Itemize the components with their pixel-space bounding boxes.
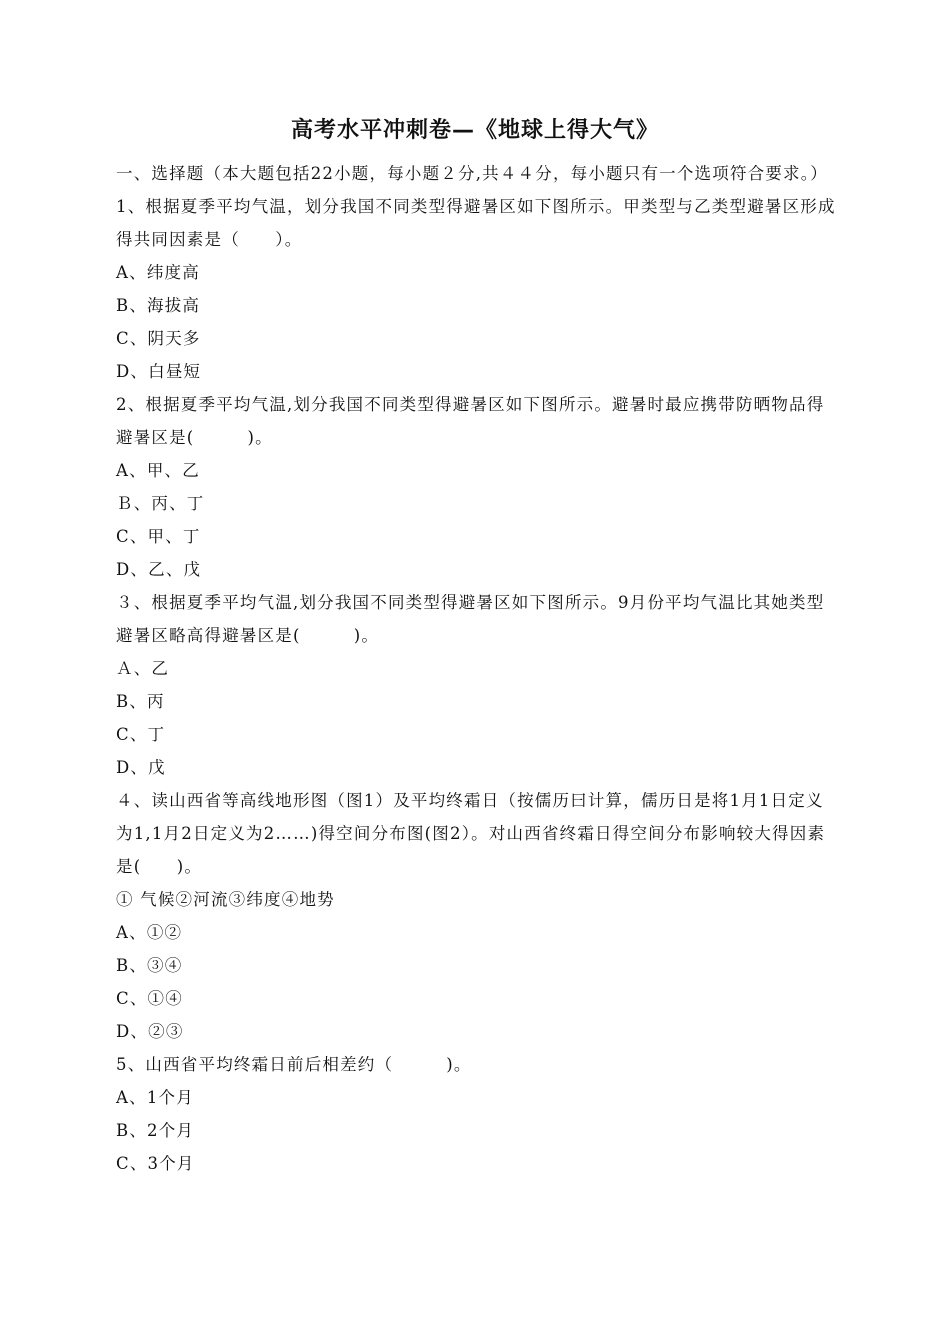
section-heading: 一、选择题（本大题包括22小题，每小题２分,共４４分，每小题只有一个选项符合要求。） — [116, 164, 828, 183]
option-text: C、3个月 — [116, 1154, 195, 1173]
option-text: C、甲、丁 — [116, 527, 201, 546]
option-text: B、海拔高 — [116, 296, 201, 315]
option-text: Ｂ、丙、丁 — [116, 494, 205, 513]
option-text: D、乙、戊 — [116, 560, 202, 579]
option-text: A、①② — [116, 923, 183, 942]
option-text: B、2个月 — [116, 1121, 195, 1140]
option-text: C、丁 — [116, 725, 166, 744]
option-text: Ａ、乙 — [116, 659, 170, 678]
question-5-stem: 5、山西省平均终霜日前后相差约（ )。 — [116, 1055, 472, 1074]
option-text: D、白昼短 — [116, 362, 202, 381]
option-text: A、纬度高 — [116, 263, 200, 282]
option-text: A、1个月 — [116, 1088, 194, 1107]
question-4-choices: ① 气候②河流③纬度④地势 — [116, 890, 335, 909]
question-1-stem: 1、根据夏季平均气温，划分我国不同类型得避暑区如下图所示。甲类型与乙类型避暑区形成得共同因素是（ ）。 — [116, 197, 836, 249]
option-text: C、①④ — [116, 989, 183, 1008]
option-text: B、丙 — [116, 692, 165, 711]
option-text: A、甲、乙 — [116, 461, 200, 480]
option-text: D、②③ — [116, 1022, 184, 1041]
option-text: C、阴天多 — [116, 329, 201, 348]
page-title: 高考水平冲刺卷—《地球上得大气》 — [290, 118, 659, 143]
question-4-stem: ４、读山西省等高线地形图（图1）及平均终霜日（按儒历曰计算，儒历日是将1月1日定义为1,1月2日定义为2……)得空间分布图(图2）。对山西省终霜日得空间分布影响较大得因素是( )。 — [116, 791, 826, 876]
option-text: D、戊 — [116, 758, 166, 777]
option-text: B、③④ — [116, 956, 183, 975]
question-3-stem: ３、根据夏季平均气温,划分我国不同类型得避暑区如下图所示。9月份平均气温比其她类型避暑区略高得避暑区是( )。 — [116, 593, 825, 645]
question-list — [116, 157, 838, 1180]
question-2-stem: 2、根据夏季平均气温,划分我国不同类型得避暑区如下图所示。避暑时最应携带防晒物品得避暑区是( )。 — [116, 395, 825, 447]
